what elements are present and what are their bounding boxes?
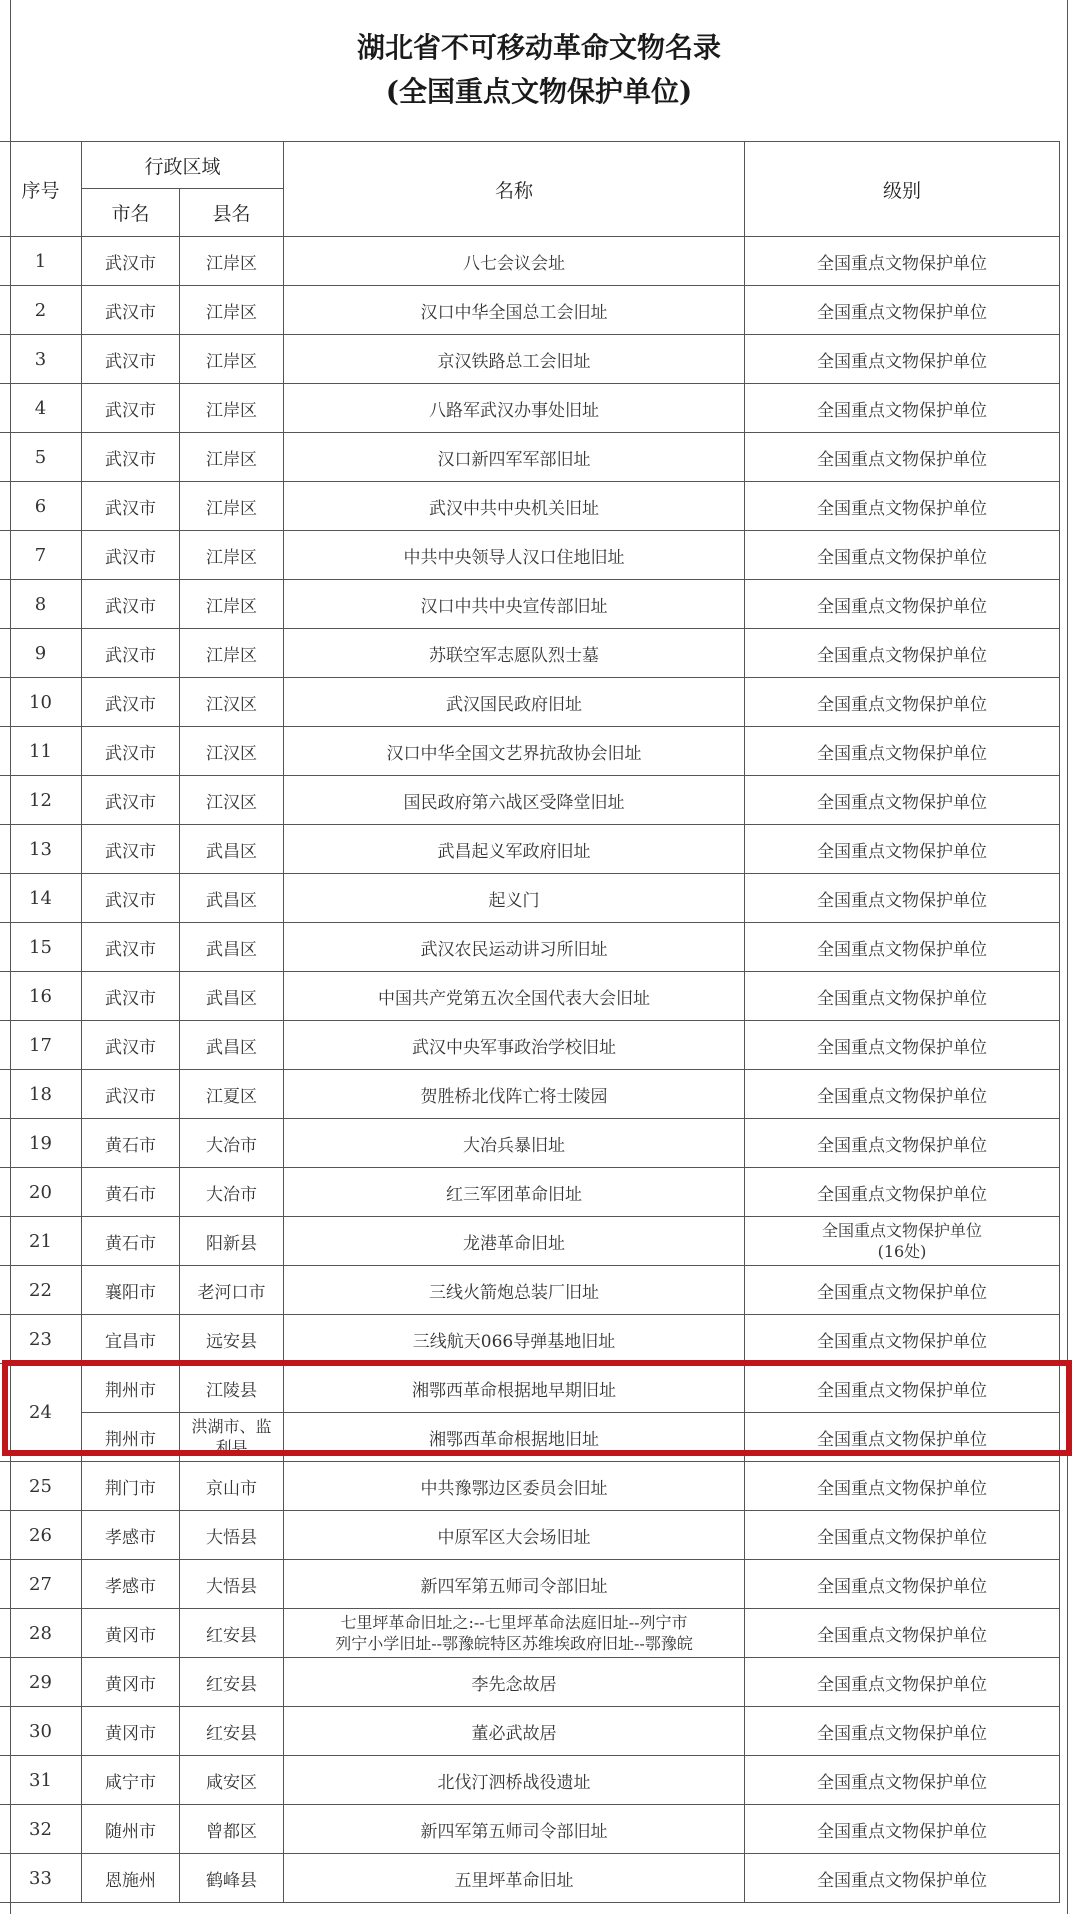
cell-name: 五里坪革命旧址 — [284, 1854, 745, 1903]
cell-city: 随州市 — [82, 1805, 180, 1854]
header-city: 市名 — [82, 189, 180, 237]
cell-seq: 1 — [0, 237, 82, 286]
cell-name: 武汉农民运动讲习所旧址 — [284, 923, 745, 972]
cell-level: 全国重点文物保护单位 — [745, 482, 1060, 531]
header-county: 县名 — [180, 189, 284, 237]
cell-level: 全国重点文物保护单位 — [745, 727, 1060, 776]
cell-county: 江岸区 — [180, 629, 284, 678]
cell-name: 中共中央领导人汉口住地旧址 — [284, 531, 745, 580]
cell-level: 全国重点文物保护单位 — [745, 629, 1060, 678]
table-row — [0, 776, 1060, 825]
cell-city: 武汉市 — [82, 1070, 180, 1119]
cell-level: 全国重点文物保护单位 — [745, 972, 1060, 1021]
table-row — [0, 237, 1060, 286]
cell-level: 全国重点文物保护单位 — [745, 335, 1060, 384]
cell-seq: 3 — [0, 335, 82, 384]
cell-level: 全国重点文物保护单位 — [745, 1266, 1060, 1315]
cell-level: 全国重点文物保护单位 — [745, 1560, 1060, 1609]
cell-city: 孝感市 — [82, 1511, 180, 1560]
cell-seq: 21 — [0, 1217, 82, 1266]
cell-county: 老河口市 — [180, 1266, 284, 1315]
cell-city: 武汉市 — [82, 531, 180, 580]
cell-county: 京山市 — [180, 1462, 284, 1511]
cell-seq: 2 — [0, 286, 82, 335]
cell-seq: 10 — [0, 678, 82, 727]
cell-city: 荆州市 — [82, 1364, 180, 1413]
cell-name: 中国共产党第五次全国代表大会旧址 — [284, 972, 745, 1021]
cell-city: 黄石市 — [82, 1168, 180, 1217]
cell-county: 江岸区 — [180, 433, 284, 482]
cell-city: 武汉市 — [82, 972, 180, 1021]
cell-county: 江岸区 — [180, 531, 284, 580]
cell-name: 龙港革命旧址 — [284, 1217, 745, 1266]
cell-level: 全国重点文物保护单位 — [745, 1609, 1060, 1658]
cell-level: 全国重点文物保护单位 — [745, 384, 1060, 433]
cell-seq: 23 — [0, 1315, 82, 1364]
cell-level — [745, 1217, 1060, 1266]
cell-seq: 4 — [0, 384, 82, 433]
cell-level: 全国重点文物保护单位 — [745, 825, 1060, 874]
table-row — [0, 482, 1060, 531]
cell-seq: 6 — [0, 482, 82, 531]
cell-name: 汉口中华全国文艺界抗敌协会旧址 — [284, 727, 745, 776]
table-row — [0, 531, 1060, 580]
header-level: 级别 — [745, 142, 1060, 237]
cell-county-line-2: 利县 — [215, 1438, 248, 1457]
cell-county: 大冶市 — [180, 1168, 284, 1217]
cell-name: 三线航天066导弹基地旧址 — [284, 1315, 745, 1364]
cell-city: 荆州市 — [82, 1413, 180, 1462]
cell-seq: 30 — [0, 1707, 82, 1756]
cell-name: 北伐汀泗桥战役遗址 — [284, 1756, 745, 1805]
cell-city: 武汉市 — [82, 482, 180, 531]
cell-county: 江岸区 — [180, 384, 284, 433]
cell-level-line-1: 全国重点文物保护单位 — [822, 1221, 983, 1240]
cell-level: 全国重点文物保护单位 — [745, 923, 1060, 972]
cell-city: 武汉市 — [82, 237, 180, 286]
cell-level: 全国重点文物保护单位 — [745, 1854, 1060, 1903]
table-row — [0, 1462, 1060, 1511]
cell-name: 武汉中央军事政治学校旧址 — [284, 1021, 745, 1070]
table-row — [0, 874, 1060, 923]
cell-level: 全国重点文物保护单位 — [745, 1070, 1060, 1119]
cell-name: 汉口新四军军部旧址 — [284, 433, 745, 482]
cell-county: 咸安区 — [180, 1756, 284, 1805]
cell-county: 江岸区 — [180, 335, 284, 384]
table-row — [0, 286, 1060, 335]
header-region: 行政区域 — [82, 142, 284, 189]
cell-county: 江夏区 — [180, 1070, 284, 1119]
cell-level: 全国重点文物保护单位 — [745, 776, 1060, 825]
cell-city: 荆门市 — [82, 1462, 180, 1511]
cell-level-line-2: (16处) — [877, 1242, 927, 1261]
cell-name: 汉口中华全国总工会旧址 — [284, 286, 745, 335]
cell-county: 武昌区 — [180, 825, 284, 874]
cell-county: 江汉区 — [180, 776, 284, 825]
cell-level: 全国重点文物保护单位 — [745, 1756, 1060, 1805]
header-name: 名称 — [284, 142, 745, 237]
cell-county-line-1: 洪湖市、监 — [191, 1417, 272, 1436]
table-row — [0, 1805, 1060, 1854]
cell-name: 武汉中共中央机关旧址 — [284, 482, 745, 531]
table-row — [0, 727, 1060, 776]
table-row — [0, 1315, 1060, 1364]
cell-name: 湘鄂西革命根据地旧址 — [284, 1413, 745, 1462]
cell-level: 全国重点文物保护单位 — [745, 874, 1060, 923]
table-row — [0, 1217, 1060, 1266]
cell-county: 阳新县 — [180, 1217, 284, 1266]
cell-county: 红安县 — [180, 1707, 284, 1756]
table-row — [0, 1119, 1060, 1168]
table-row — [0, 678, 1060, 727]
cell-city: 咸宁市 — [82, 1756, 180, 1805]
cell-name: 新四军第五师司令部旧址 — [284, 1560, 745, 1609]
cell-level: 全国重点文物保护单位 — [745, 1315, 1060, 1364]
cell-seq: 32 — [0, 1805, 82, 1854]
table-row — [0, 1560, 1060, 1609]
cell-county: 江汉区 — [180, 727, 284, 776]
cell-level: 全国重点文物保护单位 — [745, 580, 1060, 629]
cell-city: 武汉市 — [82, 335, 180, 384]
cell-seq: 31 — [0, 1756, 82, 1805]
table-row — [0, 1609, 1060, 1658]
cell-name-line-2: 列宁小学旧址--鄂豫皖特区苏维埃政府旧址--鄂豫皖 — [335, 1634, 693, 1653]
cell-name: 武昌起义军政府旧址 — [284, 825, 745, 874]
cell-name: 京汉铁路总工会旧址 — [284, 335, 745, 384]
cell-county: 武昌区 — [180, 972, 284, 1021]
cell-seq: 13 — [0, 825, 82, 874]
cell-name: 八七会议会址 — [284, 237, 745, 286]
cell-level: 全国重点文物保护单位 — [745, 1658, 1060, 1707]
cell-level: 全国重点文物保护单位 — [745, 433, 1060, 482]
cell-city: 武汉市 — [82, 727, 180, 776]
cell-level: 全国重点文物保护单位 — [745, 1805, 1060, 1854]
cell-city: 孝感市 — [82, 1560, 180, 1609]
cell-seq: 18 — [0, 1070, 82, 1119]
cell-seq: 24 — [0, 1364, 82, 1462]
cell-name: 汉口中共中央宣传部旧址 — [284, 580, 745, 629]
table-row — [0, 1854, 1060, 1903]
cell-county: 曾都区 — [180, 1805, 284, 1854]
cell-city: 武汉市 — [82, 580, 180, 629]
cell-city: 恩施州 — [82, 1854, 180, 1903]
cell-county — [180, 1413, 284, 1462]
cell-seq: 33 — [0, 1854, 82, 1903]
cell-seq: 15 — [0, 923, 82, 972]
cell-level: 全国重点文物保护单位 — [745, 237, 1060, 286]
cell-county: 武昌区 — [180, 923, 284, 972]
table-row — [0, 923, 1060, 972]
cell-city: 黄石市 — [82, 1119, 180, 1168]
cell-name: 红三军团革命旧址 — [284, 1168, 745, 1217]
cell-level: 全国重点文物保护单位 — [745, 1168, 1060, 1217]
cell-county: 红安县 — [180, 1609, 284, 1658]
cell-level: 全国重点文物保护单位 — [745, 1413, 1060, 1462]
table-row — [0, 1070, 1060, 1119]
cell-name: 武汉国民政府旧址 — [284, 678, 745, 727]
table-row — [0, 1756, 1060, 1805]
table-row — [0, 384, 1060, 433]
cell-county: 江岸区 — [180, 482, 284, 531]
cell-level: 全国重点文物保护单位 — [745, 1364, 1060, 1413]
cell-seq: 20 — [0, 1168, 82, 1217]
cell-county: 大悟县 — [180, 1560, 284, 1609]
table-row — [0, 1021, 1060, 1070]
cell-seq: 7 — [0, 531, 82, 580]
cell-seq: 29 — [0, 1658, 82, 1707]
cell-city: 武汉市 — [82, 629, 180, 678]
cell-seq: 14 — [0, 874, 82, 923]
cell-county: 武昌区 — [180, 874, 284, 923]
header-seq: 序号 — [0, 142, 82, 237]
cell-seq: 11 — [0, 727, 82, 776]
cell-seq: 16 — [0, 972, 82, 1021]
document-title — [11, 0, 1067, 140]
cell-level: 全国重点文物保护单位 — [745, 1119, 1060, 1168]
cell-seq: 8 — [0, 580, 82, 629]
cell-seq: 12 — [0, 776, 82, 825]
cell-city: 武汉市 — [82, 1021, 180, 1070]
cell-county: 江陵县 — [180, 1364, 284, 1413]
cell-level: 全国重点文物保护单位 — [745, 1021, 1060, 1070]
cell-name: 苏联空军志愿队烈士墓 — [284, 629, 745, 678]
cell-city: 武汉市 — [82, 776, 180, 825]
title-line-2: (全国重点文物保护单位) — [385, 75, 693, 108]
cell-seq: 5 — [0, 433, 82, 482]
table-row — [0, 335, 1060, 384]
cell-seq: 19 — [0, 1119, 82, 1168]
cell-name: 新四军第五师司令部旧址 — [284, 1805, 745, 1854]
cell-county: 鹤峰县 — [180, 1854, 284, 1903]
cell-name: 国民政府第六战区受降堂旧址 — [284, 776, 745, 825]
cell-county: 江岸区 — [180, 286, 284, 335]
cell-seq: 28 — [0, 1609, 82, 1658]
cell-seq: 26 — [0, 1511, 82, 1560]
cell-name: 起义门 — [284, 874, 745, 923]
cell-name: 八路军武汉办事处旧址 — [284, 384, 745, 433]
cell-county: 红安县 — [180, 1658, 284, 1707]
cell-name-line-1: 七里坪革命旧址之:--七里坪革命法庭旧址--列宁市 — [340, 1613, 688, 1632]
cell-name: 贺胜桥北伐阵亡将士陵园 — [284, 1070, 745, 1119]
cell-level: 全国重点文物保护单位 — [745, 1511, 1060, 1560]
table-row — [0, 1266, 1060, 1315]
cell-level: 全国重点文物保护单位 — [745, 531, 1060, 580]
cell-name: 中原军区大会场旧址 — [284, 1511, 745, 1560]
cell-city: 武汉市 — [82, 433, 180, 482]
cell-city: 黄冈市 — [82, 1707, 180, 1756]
cell-name: 三线火箭炮总装厂旧址 — [284, 1266, 745, 1315]
cell-city: 武汉市 — [82, 825, 180, 874]
cell-level: 全国重点文物保护单位 — [745, 1707, 1060, 1756]
cell-level: 全国重点文物保护单位 — [745, 286, 1060, 335]
table-row — [0, 1168, 1060, 1217]
cell-county: 武昌区 — [180, 1021, 284, 1070]
cell-city: 宜昌市 — [82, 1315, 180, 1364]
cell-city: 襄阳市 — [82, 1266, 180, 1315]
cell-name: 大冶兵暴旧址 — [284, 1119, 745, 1168]
table-row — [0, 629, 1060, 678]
cell-county: 大冶市 — [180, 1119, 284, 1168]
table-row — [0, 1707, 1060, 1756]
cell-level: 全国重点文物保护单位 — [745, 678, 1060, 727]
cell-county: 江汉区 — [180, 678, 284, 727]
cell-city: 黄冈市 — [82, 1658, 180, 1707]
cell-name: 中共豫鄂边区委员会旧址 — [284, 1462, 745, 1511]
cell-name — [284, 1609, 745, 1658]
table-row — [0, 1658, 1060, 1707]
cell-city: 武汉市 — [82, 678, 180, 727]
cell-county: 江岸区 — [180, 580, 284, 629]
table-body — [0, 237, 1060, 1903]
cell-city: 黄石市 — [82, 1217, 180, 1266]
cell-seq: 25 — [0, 1462, 82, 1511]
cell-city: 武汉市 — [82, 384, 180, 433]
cell-name: 董必武故居 — [284, 1707, 745, 1756]
cell-city: 武汉市 — [82, 286, 180, 335]
cell-name: 湘鄂西革命根据地早期旧址 — [284, 1364, 745, 1413]
cell-city: 黄冈市 — [82, 1609, 180, 1658]
table-row — [0, 580, 1060, 629]
cell-level: 全国重点文物保护单位 — [745, 1462, 1060, 1511]
table-row — [0, 433, 1060, 482]
cell-city: 武汉市 — [82, 923, 180, 972]
cell-city: 武汉市 — [82, 874, 180, 923]
table-row — [0, 972, 1060, 1021]
table-row — [0, 825, 1060, 874]
cell-name: 李先念故居 — [284, 1658, 745, 1707]
table-row — [0, 1413, 1060, 1462]
cell-seq: 27 — [0, 1560, 82, 1609]
cell-county: 大悟县 — [180, 1511, 284, 1560]
cell-county: 远安县 — [180, 1315, 284, 1364]
cell-seq: 22 — [0, 1266, 82, 1315]
cell-county: 江岸区 — [180, 237, 284, 286]
title-line-1: 湖北省不可移动革命文物名录 — [356, 31, 721, 64]
relics-table — [0, 141, 1060, 1903]
cell-seq: 9 — [0, 629, 82, 678]
cell-seq: 17 — [0, 1021, 82, 1070]
table-row — [0, 1511, 1060, 1560]
table-row — [0, 1364, 1060, 1413]
